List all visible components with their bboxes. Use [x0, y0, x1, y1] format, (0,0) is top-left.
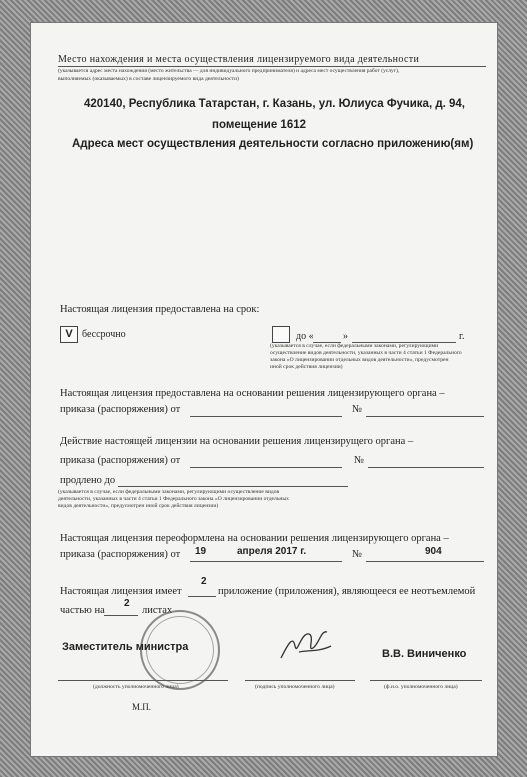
reissue-date-line: [190, 561, 342, 562]
appendix-sheets: 2: [124, 598, 130, 609]
basis-number-line: [366, 416, 484, 417]
extension-number-label: №: [354, 455, 365, 466]
location-hint-1: (указывается адрес места нахождения (место жительства — для индивидуального предпринимателя) и адреса мест осуществления работ (услуг),: [58, 68, 400, 74]
indefinite-checkbox[interactable]: V: [60, 326, 78, 343]
signature-line: [245, 680, 355, 681]
term-until-suffix: г.: [459, 331, 465, 342]
reissue-order-label: приказа (распоряжения) от: [60, 549, 181, 560]
position-line: [58, 680, 228, 681]
name-hint: (ф.и.о. уполномоченного лица): [384, 684, 458, 690]
location-underline: [58, 66, 486, 67]
appendix-suffix: приложение (приложения), являющееся ее неотъемлемой: [218, 586, 476, 597]
extended-until-label: продлено до: [60, 475, 116, 486]
reissue-month-year: апреля 2017 г.: [237, 546, 307, 557]
term-label: Настоящая лицензия предоставлена на срок:: [60, 304, 260, 315]
term-until-mid: »: [343, 331, 348, 342]
signature-hint: (подпись уполномоченного лица): [255, 684, 335, 690]
name-line: [370, 680, 482, 681]
stamp-place-label: М.П.: [132, 702, 152, 712]
term-hint-4: иной срок действия лицензии): [270, 364, 343, 370]
reissue-line-1: Настоящая лицензия переоформлена на основании решения лицензирующего органа –: [60, 533, 449, 544]
extension-line-1: Действие настоящей лицензии на основании решения лицензирущего органа –: [60, 436, 414, 447]
signature-icon: [275, 622, 335, 670]
reissue-number: 904: [425, 546, 442, 557]
appendix-count: 2: [201, 576, 207, 587]
appendix-count-line: [188, 596, 216, 597]
basis-line-1: Настоящая лицензия предоставлена на основании решения лицензирующего органа –: [60, 388, 445, 399]
location-hint-2: выполняемых (оказываемых) в составе лицензируемого вида деятельности): [58, 76, 239, 82]
extension-date-line: [190, 467, 342, 468]
extension-hint-1: (указывается в случае, если федеральными законами, регулирующими осуществление видов: [58, 489, 280, 495]
indefinite-label: бессрочно: [82, 329, 126, 340]
term-date-checkbox[interactable]: [272, 326, 290, 343]
position-hint: (должность уполномоченного лица): [93, 684, 179, 690]
appendix-part-prefix: частью на: [60, 605, 105, 616]
signer-name: В.В. Виниченко: [382, 648, 467, 660]
appendix-prefix: Настоящая лицензия имеет: [60, 586, 182, 597]
location-heading: Место нахождения и места осуществления лицензируемого вида деятельности: [58, 54, 420, 65]
extended-until-line: [118, 486, 348, 487]
extension-order-label: приказа (распоряжения) от: [60, 455, 181, 466]
extension-hint-2: деятельности, указанных в части 4 статьи 1 Федерального закона «О лицензировании отдельных: [58, 496, 289, 502]
term-hint-1: (указывается в случае, если федеральными законами, регулирующими: [270, 343, 439, 349]
signer-position: Заместитель министра: [62, 641, 189, 653]
term-until-prefix: до «: [296, 331, 314, 342]
reissue-day: 19: [195, 546, 207, 557]
address-line-2: помещение 1612: [212, 119, 307, 131]
address-line-1: 420140, Республика Татарстан, г. Казань, ул. Юлиуса Фучика, д. 94,: [84, 98, 466, 110]
reissue-number-line: [366, 561, 484, 562]
extension-hint-3: видов деятельности», предусмотрен иной срок действия лицензии): [58, 503, 219, 509]
appendix-sheets-line: [104, 615, 138, 616]
basis-order-label: приказа (распоряжения) от: [60, 404, 181, 415]
term-hint-2: осуществление видов деятельности, указанных в части 4 статьи 1 Федерального: [270, 350, 462, 356]
term-hint-3: закона «О лицензировании отдельных видов деятельности», предусмотрен: [270, 357, 449, 363]
reissue-number-label: №: [352, 549, 363, 560]
basis-date-line: [190, 416, 342, 417]
appendix-address-note: Адреса мест осуществления деятельности согласно приложению(ям): [72, 138, 474, 150]
extension-number-line: [368, 467, 484, 468]
basis-number-label: №: [352, 404, 363, 415]
appendix-part-suffix: листах: [142, 605, 173, 616]
